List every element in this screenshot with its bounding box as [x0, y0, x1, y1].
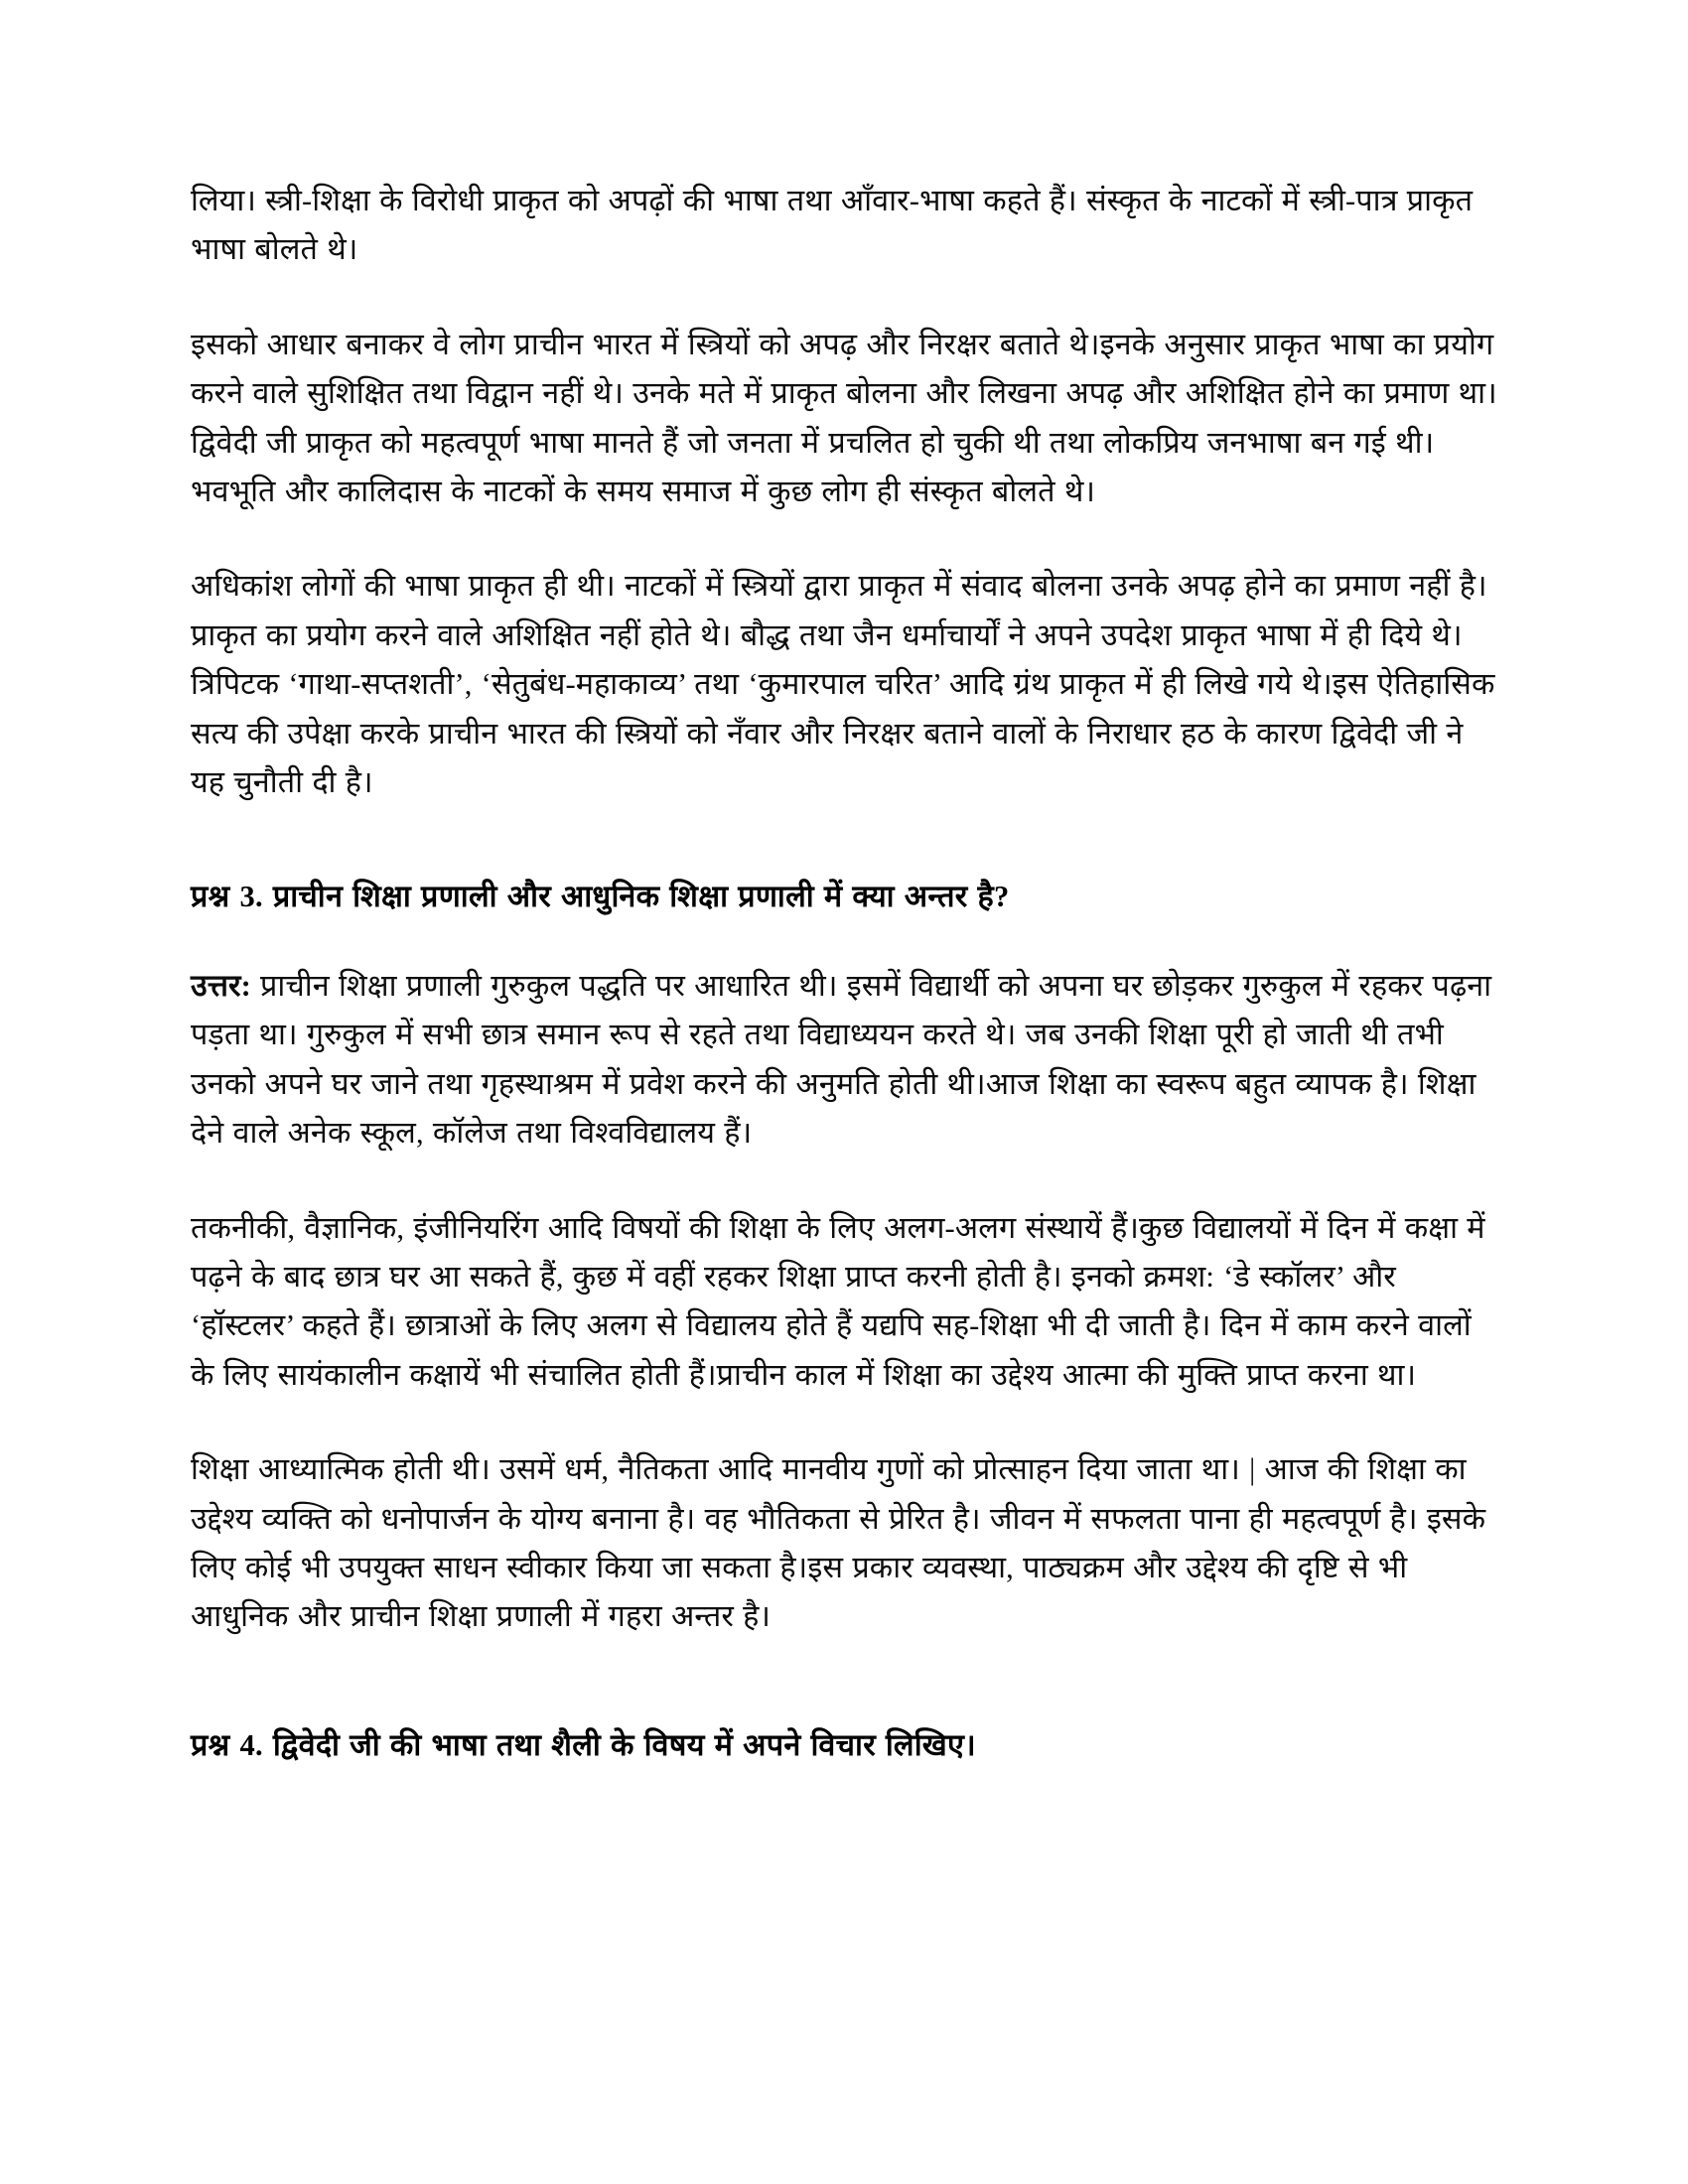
document-body — [191, 177, 1499, 1810]
section-spacer — [191, 853, 1499, 873]
question-heading-3: प्रश्न 3. प्राचीन शिक्षा प्रणाली और आधुनिक शिक्षा प्रणाली में क्या अन्तर है? — [191, 880, 1010, 914]
paragraph-1: लिया। स्त्री-शिक्षा के विरोधी प्राकृत को अपढ़ों की भाषा तथा आँवार-भाषा कहते हैं। संस्कृत के नाटकों में स्त्री-पात्र प्राकृत भाषा बोलते थे। — [191, 184, 1474, 267]
answer-paragraph-3 — [191, 962, 1499, 1159]
question-heading-4: प्रश्न 4. द्विवेदी जी की भाषा तथा शैली के विषय में अपने विचार लिखिए। — [191, 1727, 976, 1762]
paragraph-5: शिक्षा आध्यात्मिक होती थी। उसमें धर्म, नैतिकता आदि मानवीय गुणों को प्रोत्साहन दिया जाता था। | आज की शिक्षा का उद्देश्य व्यक्ति को धनोपार्जन के योग्य बनाना है। वह भौतिकता से प्रेरित है। जीवन में सफलता पाना ही महत्वपूर्ण है। इसके लिए कोई भी उपयुक्त साधन स्वीकार किया जा सकता है।इस प्रकार व्यवस्था, पाठ्यक्रम और उद्देश्य की दृष्टि से भी आधुनिक और प्राचीन शिक्षा प्रणाली में गहरा अन्तर है। — [191, 1452, 1486, 1634]
answer-text: प्राचीन शिक्षा प्रणाली गुरुकुल पद्धति पर आधारित थी। इसमें विद्यार्थी को अपना घर छोड़कर गुरुकुल में रहकर पढ़ना पड़ता था। गुरुकुल में सभी छात्र समान रूप से रहते तथा विद्याध्ययन करते थे। जब उनकी शिक्षा पूरी हो जाती थी तभी उनको अपने घर जाने तथा गृहस्थाश्रम में प्रवेश करने की अनुमति होती थी।आज शिक्षा का स्वरूप बहुत व्यापक है। शिक्षा देने वाले अनेक स्कूल, कॉलेज तथा विश्वविद्यालय हैं। — [191, 968, 1492, 1151]
answer-label: उत्तर: — [191, 968, 251, 1003]
paragraph-2: इसको आधार बनाकर वे लोग प्राचीन भारत में स्त्रियों को अपढ़ और निरक्षर बताते थे।इनके अनुसार प्राकृत भाषा का प्रयोग करने वाले सुशिक्षित तथा विद्वान नहीं थे। उनके मते में प्राकृत बोलना और लिखना अपढ़ और अशिक्षित होने का प्रमाण था।द्विवेदी जी प्राकृत को महत्वपूर्ण भाषा मानते हैं जो जनता में प्रचलित हो चुकी थी तथा लोकप्रिय जनभाषा बन गई थी। भवभूति और कालिदास के नाटकों के समय समाज में कुछ लोग ही संस्कृत बोलते थे। — [191, 327, 1497, 509]
paragraph-3: अधिकांश लोगों की भाषा प्राकृत ही थी। नाटकों में स्त्रियों द्वारा प्राकृत में संवाद बोलना उनके अपढ़ होने का प्रमाण नहीं है।प्राकृत का प्रयोग करने वाले अशिक्षित नहीं होते थे। बौद्ध तथा जैन धर्माचार्यों ने अपने उपदेश प्राकृत भाषा में ही दिये थे। त्रिपिटक ‘गाथा-सप्तशती’, ‘सेतुबंध-महाकाव्य’ तथा ‘कुमारपाल चरित’ आदि ग्रंथ प्राकृत में ही लिखे गये थे।इस ऐतिहासिक सत्य की उपेक्षा करके प्राचीन भारत की स्त्रियों को नँवार और निरक्षर बताने वालों के निराधार हठ के कारण द्विवेदी जी ने यह चुनौती दी है। — [191, 569, 1495, 800]
section-spacer-2 — [191, 1688, 1499, 1721]
paragraph-4: तकनीकी, वैज्ञानिक, इंजीनियरिंग आदि विषयों की शिक्षा के लिए अलग-अलग संस्थायें हैं।कुछ विद्यालयों में दिन में कक्षा में पढ़ने के बाद छात्र घर आ सकते हैं, कुछ में वहीं रहकर शिक्षा प्राप्त करनी होती है। इनको क्रमश: ‘डे स्कॉलर’ और ‘हॉस्टलर’ कहते हैं। छात्राओं के लिए अलग से विद्यालय होते हैं यद्यपि सह-शिक्षा भी दी जाती है। दिन में काम करने वालों के लिए सायंकालीन कक्षायें भी संचालित होती हैं।प्राचीन काल में शिक्षा का उद्देश्य आत्मा की मुक्ति प्राप्त करना था। — [191, 1210, 1485, 1392]
